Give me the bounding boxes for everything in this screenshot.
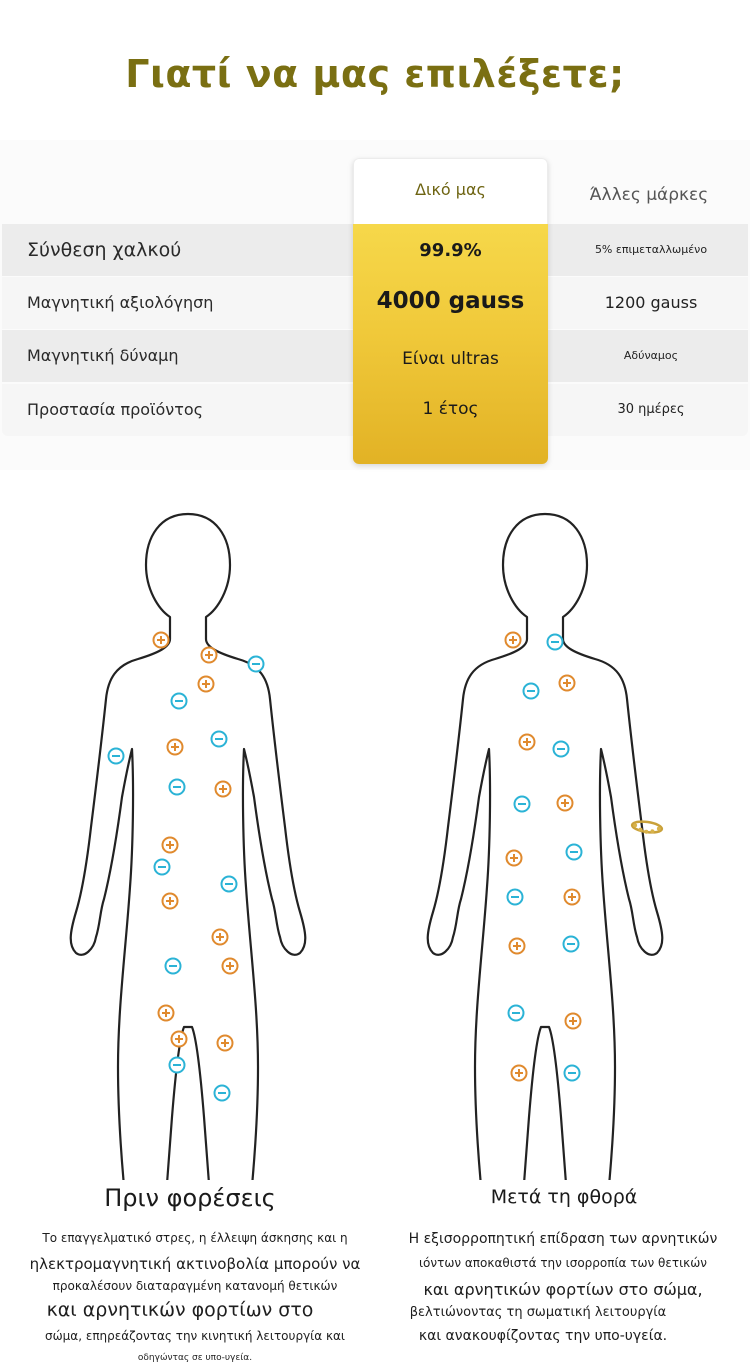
after-description-line: βελτιώνοντας τη σωματική λειτουργία: [409, 1305, 667, 1320]
plus-charge-icon: [172, 1032, 187, 1047]
charges-after: [506, 633, 582, 1081]
minus-charge-icon: [554, 742, 569, 757]
row-label: Σύνθεση χαλκού: [27, 239, 182, 261]
minus-charge-icon: [212, 732, 227, 747]
plus-charge-icon: [512, 1066, 527, 1081]
plus-charge-icon: [558, 796, 573, 811]
minus-charge-icon: [170, 1058, 185, 1073]
plus-charge-icon: [202, 648, 217, 663]
minus-charge-icon: [567, 845, 582, 860]
minus-charge-icon: [109, 749, 124, 764]
row-label: Μαγνητική αξιολόγηση: [27, 293, 214, 312]
plus-charge-icon: [216, 782, 231, 797]
before-description-line: προκαλέσουν διαταραγμένη κατανομή θετικών: [52, 1279, 338, 1293]
minus-charge-icon: [564, 937, 579, 952]
plus-charge-icon: [163, 838, 178, 853]
minus-charge-icon: [249, 657, 264, 672]
after-description-line: ιόντων αποκαθιστά την ισορροπία των θετικών: [419, 1256, 707, 1270]
bracelet-icon: [631, 820, 662, 836]
row-other-value: 30 ημέρες: [617, 402, 685, 417]
plus-charge-icon: [566, 1014, 581, 1029]
plus-charge-icon: [199, 677, 214, 692]
minus-charge-icon: [222, 877, 237, 892]
ours-value: 1 έτος: [422, 399, 479, 419]
before-caption: Πριν φορέσεις: [104, 1184, 276, 1212]
after-description-line: και αρνητικών φορτίων στο σώμα,: [423, 1280, 703, 1299]
plus-charge-icon: [510, 939, 525, 954]
body-after-figure: [428, 514, 663, 1180]
before-description-line: και αρνητικών φορτίων στο: [46, 1299, 314, 1321]
before-description-line: οδηγώντας σε υπο-υγεία.: [137, 1353, 253, 1363]
minus-charge-icon: [215, 1086, 230, 1101]
plus-charge-icon: [223, 959, 238, 974]
body-illustrations: [0, 490, 750, 1180]
minus-charge-icon: [524, 684, 539, 699]
minus-charge-icon: [565, 1066, 580, 1081]
ours-value: 99.9%: [419, 240, 482, 261]
row-other-value: 1200 gauss: [604, 293, 698, 312]
plus-charge-icon: [507, 851, 522, 866]
minus-charge-icon: [155, 860, 170, 875]
minus-charge-icon: [548, 635, 563, 650]
column-header-ours: Δικό μας: [415, 180, 486, 199]
column-header-other: Άλλες μάρκες: [589, 185, 709, 205]
row-other-value: 5% επιμεταλλωμένο: [594, 243, 708, 256]
row-label: Προστασία προϊόντος: [27, 400, 204, 419]
after-caption: Μετά τη φθορά: [490, 1186, 638, 1208]
before-description-line: ηλεκτρομαγνητική ακτινοβολία μπορούν να: [29, 1255, 361, 1273]
minus-charge-icon: [509, 1006, 524, 1021]
minus-charge-icon: [515, 797, 530, 812]
plus-charge-icon: [560, 676, 575, 691]
plus-charge-icon: [213, 930, 228, 945]
page-title: Γιατί να μας επιλέξετε;: [125, 52, 625, 96]
plus-charge-icon: [168, 740, 183, 755]
ours-value: Είναι ultras: [402, 349, 499, 369]
minus-charge-icon: [166, 959, 181, 974]
plus-charge-icon: [520, 735, 535, 750]
row-other-value: Αδύναμος: [623, 349, 679, 362]
before-description-line: Το επαγγελματικό στρες, η έλλειψη άσκησης και η: [42, 1231, 348, 1245]
ours-value: 4000 gauss: [376, 288, 525, 314]
minus-charge-icon: [508, 890, 523, 905]
plus-charge-icon: [565, 890, 580, 905]
plus-charge-icon: [506, 633, 521, 648]
after-description-line: Η εξισορροπητική επίδραση των αρνητικών: [408, 1231, 718, 1247]
plus-charge-icon: [218, 1036, 233, 1051]
plus-charge-icon: [154, 633, 169, 648]
body-before-figure: [71, 514, 306, 1180]
plus-charge-icon: [159, 1006, 174, 1021]
row-label: Μαγνητική δύναμη: [27, 346, 179, 365]
minus-charge-icon: [170, 780, 185, 795]
after-description-line: και ανακουφίζοντας την υπο-υγεία.: [418, 1328, 668, 1344]
plus-charge-icon: [163, 894, 178, 909]
before-description-line: σώμα, επηρεάζοντας την κινητική λειτουργία και: [45, 1329, 345, 1343]
minus-charge-icon: [172, 694, 187, 709]
